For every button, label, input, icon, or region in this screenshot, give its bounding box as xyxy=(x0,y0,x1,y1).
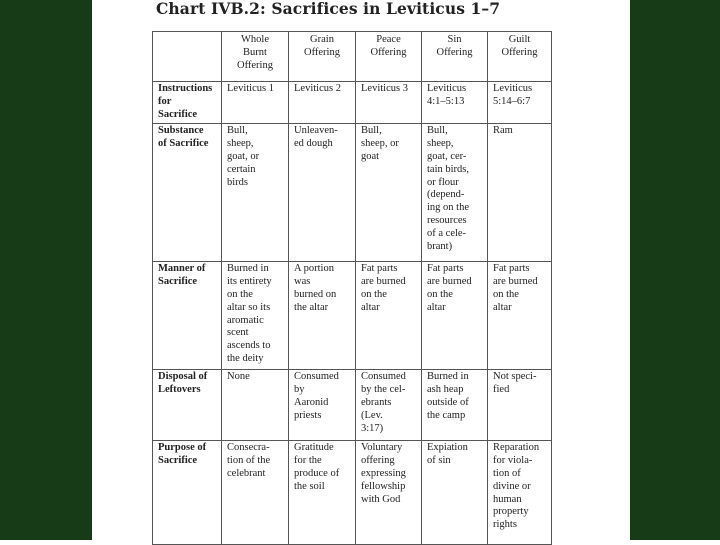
table-cell: Not speci- fied xyxy=(488,370,552,441)
table-cell: Bull, sheep, goat, or certain birds xyxy=(222,124,289,262)
table-cell: Reparation for viola- tion of divine or human property rights xyxy=(488,441,552,545)
header-peace-offering: Peace Offering xyxy=(356,32,422,82)
row-label: Disposal of Leftovers xyxy=(153,370,222,441)
table-cell: Leviticus 3 xyxy=(356,82,422,124)
table-cell: Fat parts are burned on the altar xyxy=(422,262,488,370)
table-cell: Gratitude for the produce of the soil xyxy=(289,441,356,545)
table-cell: Leviticus 5:14–6:7 xyxy=(488,82,552,124)
table-cell: None xyxy=(222,370,289,441)
table-cell: A portion was burned on the altar xyxy=(289,262,356,370)
table-cell: Ram xyxy=(488,124,552,262)
right-border-band xyxy=(630,0,720,540)
table-cell: Consumed by the cel- ebrants (Lev. 3:17) xyxy=(356,370,422,441)
table-cell: Fat parts are burned on the altar xyxy=(356,262,422,370)
row-label: Instructions for Sacrifice xyxy=(153,82,222,124)
row-label: Purpose of Sacrifice xyxy=(153,441,222,545)
table-row xyxy=(153,82,552,124)
sacrifices-table xyxy=(152,31,552,545)
table-cell: Bull, sheep, or goat xyxy=(356,124,422,262)
table-cell: Unleaven- ed dough xyxy=(289,124,356,262)
table-cell: Leviticus 4:1–5:13 xyxy=(422,82,488,124)
header-corner xyxy=(153,32,222,82)
table-row xyxy=(153,441,552,545)
table-cell: Consecra- tion of the celebrant xyxy=(222,441,289,545)
chart-title: Chart IVB.2: Sacrifices in Leviticus 1–7 xyxy=(156,0,501,18)
table-cell: Burned in its entirety on the altar so its aromatic scent ascends to the deity xyxy=(222,262,289,370)
table-row xyxy=(153,124,552,262)
page xyxy=(92,0,630,540)
header-sin-offering: Sin Offering xyxy=(422,32,488,82)
table-cell: Expiation of sin xyxy=(422,441,488,545)
table-cell: Consumed by Aaronid priests xyxy=(289,370,356,441)
table-cell: Leviticus 1 xyxy=(222,82,289,124)
header-whole-burnt-offering: Whole Burnt Offering xyxy=(222,32,289,82)
table-cell: Leviticus 2 xyxy=(289,82,356,124)
table-cell: Fat parts are burned on the altar xyxy=(488,262,552,370)
table-cell: Bull, sheep, goat, cer- tain birds, or flour (depend- ing on the resources of a cele- brant) xyxy=(422,124,488,262)
header-grain-offering: Grain Offering xyxy=(289,32,356,82)
table-row xyxy=(153,370,552,441)
table-row xyxy=(153,262,552,370)
header-guilt-offering: Guilt Offering xyxy=(488,32,552,82)
left-border-band xyxy=(0,0,92,540)
table-header-row xyxy=(153,32,552,82)
table-cell: Burned in ash heap outside of the camp xyxy=(422,370,488,441)
row-label: Substance of Sacrifice xyxy=(153,124,222,262)
row-label: Manner of Sacrifice xyxy=(153,262,222,370)
table-cell: Voluntary offering expressing fellowship with God xyxy=(356,441,422,545)
